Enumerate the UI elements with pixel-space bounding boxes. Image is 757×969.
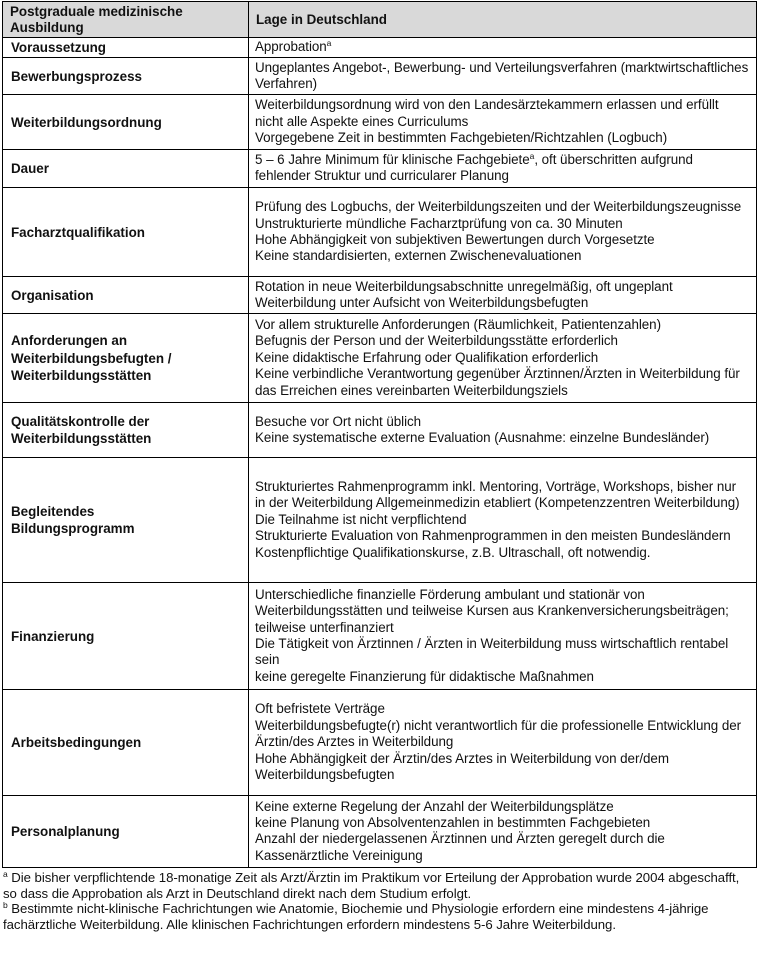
comparison-table bbox=[2, 1, 757, 868]
table-row bbox=[3, 58, 757, 95]
row-header bbox=[3, 188, 249, 277]
row-value-cell bbox=[249, 150, 757, 188]
table-row bbox=[3, 796, 757, 868]
cell-line-text: Vor allem strukturelle Anforderungen (Räumlichkeit, Patientenzahlen) bbox=[255, 316, 661, 332]
cell-line bbox=[255, 295, 750, 311]
row-value-cell bbox=[249, 458, 757, 583]
row-header-label: Voraussetzung bbox=[11, 40, 106, 55]
cell-line-text: Anzahl der niedergelassenen Ärztinnen und Ärzten geregelt durch die Kassenärztliche Vereinigung bbox=[255, 831, 665, 863]
table-row bbox=[3, 277, 757, 314]
cell-line-text: Weiterbildung unter Aufsicht von Weiterbildungsbefugten bbox=[255, 294, 589, 310]
cell-line-text: Die Tätigkeit von Ärztinnen / Ärzten in Weiterbildung muss wirtschaftlich rentabel sein bbox=[255, 635, 729, 668]
cell-line bbox=[255, 279, 750, 295]
cell-line-text: Vorgegebene Zeit in bestimmten Fachgebieten/Richtzahlen (Logbuch) bbox=[255, 130, 668, 146]
cell-line bbox=[255, 669, 750, 685]
cell-line-text: Hohe Abhängigkeit der Ärztin/des Arztes in Weiterbildung von der/dem Weiterbildungsbefugten bbox=[255, 750, 669, 783]
row-header bbox=[3, 690, 249, 796]
row-header-label: Dauer bbox=[11, 161, 49, 177]
cell-line-text: Keine externe Regelung der Anzahl der Weiterbildungsplätze bbox=[255, 798, 614, 814]
row-header-label: Bewerbungsprozess bbox=[11, 68, 142, 84]
cell-line bbox=[255, 39, 750, 55]
cell-line-text: Besuche vor Ort nicht üblich bbox=[255, 413, 422, 429]
cell-line-text: Kostenpflichtige Qualifikationskurse, z.B. Ultraschall, oft notwendig. bbox=[255, 544, 651, 560]
row-header bbox=[3, 58, 249, 95]
row-header bbox=[3, 38, 249, 58]
footnote-marker: a bbox=[529, 151, 535, 161]
table-row bbox=[3, 314, 757, 403]
row-header bbox=[3, 277, 249, 314]
cell-line-text: Prüfung des Logbuchs, der Weiterbildungszeiten und der Weiterbildungszeugnisse bbox=[255, 199, 742, 215]
row-header bbox=[3, 314, 249, 403]
cell-line bbox=[255, 333, 750, 349]
cell-line-text: Hohe Abhängigkeit von subjektiven Bewertungen durch Vorgesetzte bbox=[255, 231, 655, 247]
row-value-cell bbox=[249, 314, 757, 403]
table-row bbox=[3, 690, 757, 796]
table-row bbox=[3, 95, 757, 150]
cell-line bbox=[255, 248, 750, 264]
cell-line-text: Weiterbildungsordnung wird von den Landesärztekammern erlassen und erfüllt nicht alle Aspekte eines Curriculums bbox=[255, 97, 719, 129]
footnotes bbox=[2, 868, 756, 932]
row-header bbox=[3, 583, 249, 690]
cell-line bbox=[255, 636, 750, 669]
row-header bbox=[3, 458, 249, 583]
row-header-label: Organisation bbox=[11, 287, 94, 303]
cell-line bbox=[255, 751, 750, 784]
row-header-label: Finanzierung bbox=[11, 628, 95, 644]
cell-line-text: Unstrukturierte mündliche Facharztprüfung von ca. 30 Minuten bbox=[255, 215, 623, 231]
cell-line bbox=[255, 701, 750, 717]
cell-line-text: keine geregelte Finanzierung für didaktische Maßnahmen bbox=[255, 668, 594, 684]
row-header-label: Begleitendes Bildungsprogramm bbox=[11, 504, 135, 537]
table-row bbox=[3, 403, 757, 458]
footnote-marker: a bbox=[326, 38, 332, 48]
row-header-label: Anforderungen an Weiterbildungsbefugten / Weiterbildungsstätten bbox=[11, 333, 172, 384]
cell-line-text: Keine systematische externe Evaluation (Ausnahme: einzelne Bundesländer) bbox=[255, 429, 710, 445]
cell-line-text: Rotation in neue Weiterbildungsabschnitte unregelmäßig, oft ungeplant bbox=[255, 278, 673, 294]
cell-line-text: Oft befristete Verträge bbox=[255, 701, 385, 717]
table-row bbox=[3, 150, 757, 188]
row-header-label: Weiterbildungsordnung bbox=[11, 114, 162, 130]
cell-line-text: 5 – 6 Jahre Minimum für klinische Fachgebiete bbox=[255, 152, 530, 167]
table-row bbox=[3, 38, 757, 58]
footnote-mark: b bbox=[3, 900, 8, 911]
row-header bbox=[3, 150, 249, 188]
cell-line bbox=[255, 815, 750, 831]
cell-line-text: Weiterbildungsbefugte(r) nicht verantwortlich für die professionelle Entwicklung der Ärztin/des Arztes in Weiterbildung bbox=[255, 717, 742, 750]
cell-line-text: keine Planung von Absolventenzahlen in bestimmten Fachgebieten bbox=[255, 815, 651, 830]
footnote-mark: a bbox=[3, 869, 8, 880]
row-value-cell bbox=[249, 796, 757, 868]
cell-line bbox=[255, 216, 750, 232]
cell-line bbox=[255, 130, 750, 146]
table-row bbox=[3, 583, 757, 690]
cell-line-text: Approbation bbox=[255, 39, 327, 54]
cell-line bbox=[255, 350, 750, 366]
cell-line bbox=[255, 587, 750, 636]
row-header bbox=[3, 95, 249, 150]
table-row bbox=[3, 458, 757, 583]
cell-line-text: Strukturierte Evaluation von Rahmenprogrammen in den meisten Bundesländern bbox=[255, 528, 731, 544]
row-header-label: Qualitätskontrolle der Weiterbildungsstätten bbox=[11, 414, 152, 447]
cell-line bbox=[255, 317, 750, 333]
row-header-label: Arbeitsbedingungen bbox=[11, 735, 142, 751]
table-row bbox=[3, 188, 757, 277]
document-page bbox=[2, 1, 756, 932]
footnote bbox=[3, 870, 754, 901]
footnote-text: Die bisher verpflichtende 18-monatige Zeit als Arzt/Ärztin im Praktikum vor Erteilung der Approbation wurde 2004 abgeschafft, so dass die Approbation als Arzt in Deutschland direkt nach dem Studium erfolgt. bbox=[3, 870, 740, 901]
cell-line bbox=[255, 545, 750, 561]
row-header-label: Facharztqualifikation bbox=[11, 224, 145, 240]
cell-line bbox=[255, 799, 750, 815]
footnote-text: Bestimmte nicht-klinische Fachrichtungen wie Anatomie, Biochemie und Physiologie erfordern eine mindestens 4-jährige fachärztliche Weiterbildung. Alle klinischen Fachrichtungen erfordern mindestens 5-6 Jahre Weiterbildung. bbox=[3, 901, 709, 932]
row-value-cell bbox=[249, 95, 757, 150]
column-header-situation: Lage in Deutschland bbox=[249, 2, 757, 38]
cell-line-text: Keine didaktische Erfahrung oder Qualifikation erforderlich bbox=[255, 349, 599, 365]
cell-line bbox=[255, 97, 750, 130]
cell-line bbox=[255, 366, 750, 399]
cell-line-text: Unterschiedliche finanzielle Förderung ambulant und stationär von Weiterbildungsstätten und teilweise Kursen aus Krankenversicherungsbeiträgen; teilweise unterfinanziert bbox=[255, 586, 729, 635]
cell-line bbox=[255, 831, 750, 864]
footnote bbox=[3, 901, 754, 932]
row-header bbox=[3, 796, 249, 868]
cell-line-text: Ungeplantes Angebot-, Bewerbung- und Verteilungsverfahren (marktwirtschaftliches Verfahren) bbox=[255, 59, 749, 91]
cell-line-text: Die Teilnahme ist nicht verpflichtend bbox=[255, 511, 467, 527]
cell-line bbox=[255, 479, 750, 512]
cell-line bbox=[255, 512, 750, 528]
row-value-cell bbox=[249, 583, 757, 690]
row-header bbox=[3, 403, 249, 458]
cell-line-text-continued: , oft überschritten aufgrund fehlender Struktur und curricularer Planung bbox=[255, 152, 693, 184]
row-value-cell bbox=[249, 38, 757, 58]
cell-line bbox=[255, 60, 750, 93]
column-header-training: Postgraduale medizinische Ausbildung bbox=[3, 2, 249, 38]
cell-line bbox=[255, 718, 750, 751]
cell-line bbox=[255, 430, 750, 446]
row-value-cell bbox=[249, 277, 757, 314]
table-body bbox=[3, 38, 757, 868]
cell-line bbox=[255, 152, 750, 185]
cell-line-text: Keine standardisierten, externen Zwischenevaluationen bbox=[255, 248, 582, 264]
cell-line bbox=[255, 528, 750, 544]
row-value-cell bbox=[249, 690, 757, 796]
cell-line-text: Keine verbindliche Verantwortung gegenüber Ärztinnen/Ärzten in Weiterbildung für das Erreichen eines vereinbarten Weiterbildungsziels bbox=[255, 366, 740, 398]
table-header-row bbox=[3, 2, 757, 38]
row-value-cell bbox=[249, 403, 757, 458]
cell-line-text: Strukturiertes Rahmenprogramm inkl. Mentoring, Vorträge, Workshops, bisher nur in der Weiterbildung Allgemeinmedizin etabliert (Kompetenzzentren Weiterbildung) bbox=[255, 478, 740, 511]
row-header-label: Personalplanung bbox=[11, 824, 120, 840]
cell-line bbox=[255, 232, 750, 248]
cell-line-text: Befugnis der Person und der Weiterbildungsstätte erforderlich bbox=[255, 333, 618, 349]
cell-line bbox=[255, 414, 750, 430]
row-value-cell bbox=[249, 188, 757, 277]
row-value-cell bbox=[249, 58, 757, 95]
cell-line bbox=[255, 199, 750, 215]
